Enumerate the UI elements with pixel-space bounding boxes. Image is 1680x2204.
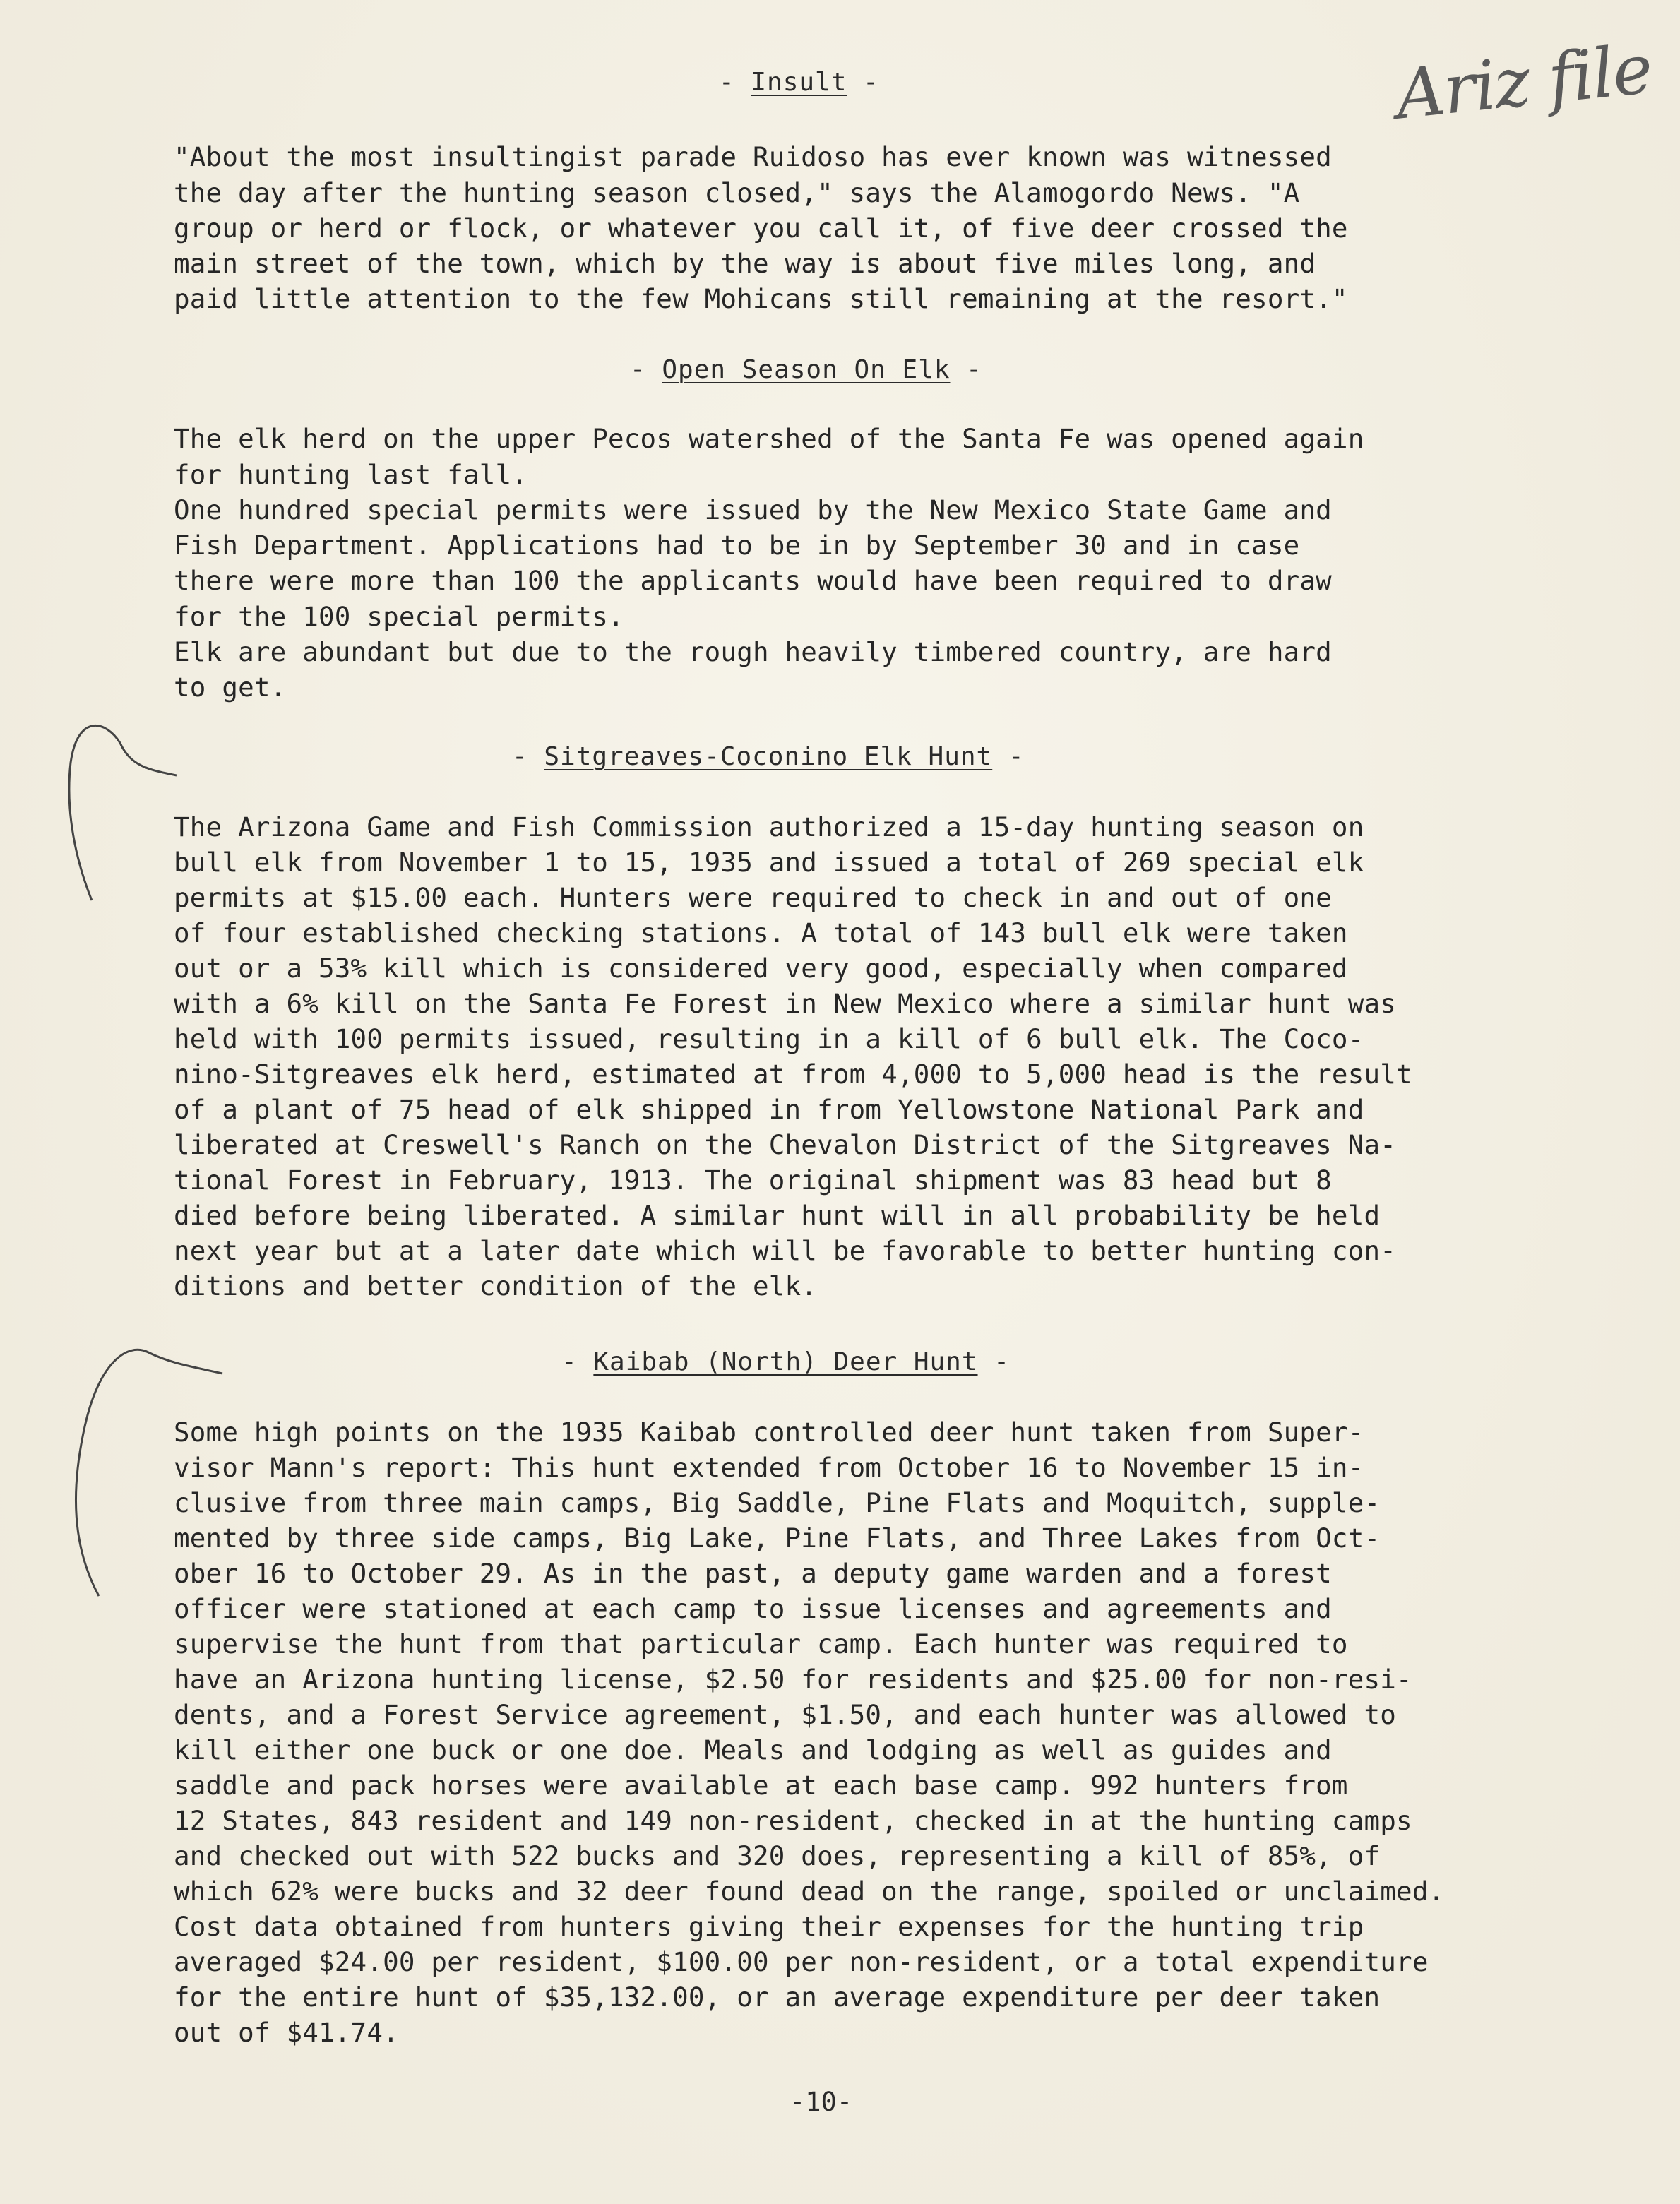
text-line: averaged $24.00 per resident, $100.00 per non-resident, or a total expenditure bbox=[174, 1946, 1429, 1977]
text-line: mented by three side camps, Big Lake, Pine Flats, and Three Lakes from Oct- bbox=[174, 1523, 1381, 1554]
text-line: The elk herd on the upper Pecos watershed of the Santa Fe was opened again bbox=[174, 423, 1364, 454]
page-number: -10- bbox=[790, 2087, 853, 2117]
text-line: dents, and a Forest Service agreement, $1.50, and each hunter was allowed to bbox=[174, 1699, 1397, 1730]
text-line: paid little attention to the few Mohicans still remaining at the resort." bbox=[174, 283, 1348, 314]
text-line: nino-Sitgreaves elk herd, estimated at from 4,000 to 5,000 head is the result bbox=[174, 1059, 1412, 1090]
text-line: there were more than 100 the applicants would have been required to draw bbox=[174, 565, 1332, 596]
text-line: next year but at a later date which will be favorable to better hunting con- bbox=[174, 1235, 1397, 1266]
heading-insult: - Insult - bbox=[719, 68, 879, 97]
heading-text: Open Season On Elk bbox=[662, 355, 951, 384]
text-line: saddle and pack horses were available at each base camp. 992 hunters from bbox=[174, 1770, 1348, 1801]
text-line: of a plant of 75 head of elk shipped in from Yellowstone National Park and bbox=[174, 1094, 1364, 1125]
handwritten-annotation: Ariz file bbox=[1392, 29, 1655, 135]
text-line: clusive from three main camps, Big Saddle, Pine Flats and Moquitch, supple- bbox=[174, 1487, 1381, 1518]
text-line: 12 States, 843 resident and 149 non-resident, checked in at the hunting camps bbox=[174, 1805, 1412, 1836]
heading-open-season-on-elk: - Open Season On Elk - bbox=[630, 355, 982, 384]
heading-sitgreaves-coconino-elk-hunt: - Sitgreaves-Coconino Elk Hunt - bbox=[512, 742, 1025, 771]
text-line: Fish Department. Applications had to be in by September 30 and in case bbox=[174, 530, 1300, 561]
text-line: held with 100 permits issued, resulting in a kill of 6 bull elk. The Coco- bbox=[174, 1023, 1364, 1054]
text-line: liberated at Creswell's Ranch on the Chevalon District of the Sitgreaves Na- bbox=[174, 1129, 1397, 1160]
text-line: The Arizona Game and Fish Commission authorized a 15-day hunting season on bbox=[174, 811, 1364, 842]
text-line: permits at $15.00 each. Hunters were required to check in and out of one bbox=[174, 882, 1332, 913]
text-line: out or a 53% kill which is considered very good, especially when compared bbox=[174, 953, 1348, 984]
text-line: Cost data obtained from hunters giving their expenses for the hunting trip bbox=[174, 1911, 1364, 1942]
text-line: kill either one buck or one doe. Meals and lodging as well as guides and bbox=[174, 1734, 1332, 1765]
heading-kaibab-north-deer-hunt: - Kaibab (North) Deer Hunt - bbox=[561, 1347, 1010, 1376]
text-line: supervise the hunt from that particular camp. Each hunter was required to bbox=[174, 1628, 1348, 1660]
text-line: for hunting last fall. bbox=[174, 459, 528, 490]
text-line: out of $41.74. bbox=[174, 2017, 399, 2048]
heading-text: Sitgreaves-Coconino Elk Hunt bbox=[544, 742, 993, 771]
bracket-mark-elk-hunt bbox=[69, 725, 177, 900]
text-line: Elk are abundant but due to the rough heavily timbered country, are hard bbox=[174, 636, 1332, 667]
text-line: for the 100 special permits. bbox=[174, 601, 624, 632]
text-line: visor Mann's report: This hunt extended from October 16 to November 15 in- bbox=[174, 1452, 1364, 1483]
text-line: main street of the town, which by the way is about five miles long, and bbox=[174, 248, 1316, 279]
text-line: tional Forest in February, 1913. The original shipment was 83 head but 8 bbox=[174, 1164, 1332, 1196]
text-line: bull elk from November 1 to 15, 1935 and issued a total of 269 special elk bbox=[174, 847, 1364, 878]
text-line: Some high points on the 1935 Kaibab controlled deer hunt taken from Super- bbox=[174, 1417, 1364, 1448]
text-line: which 62% were bucks and 32 deer found dead on the range, spoiled or unclaimed. bbox=[174, 1876, 1445, 1907]
heading-text: Kaibab (North) Deer Hunt bbox=[593, 1347, 978, 1376]
text-line: group or herd or flock, or whatever you call it, of five deer crossed the bbox=[174, 213, 1348, 244]
heading-text: Insult bbox=[751, 68, 847, 97]
text-line: One hundred special permits were issued by the New Mexico State Game and bbox=[174, 494, 1332, 525]
text-line: for the entire hunt of $35,132.00, or an average expenditure per deer taken bbox=[174, 1982, 1381, 2013]
text-line: have an Arizona hunting license, $2.50 for residents and $25.00 for non-resi- bbox=[174, 1664, 1412, 1695]
text-line: to get. bbox=[174, 672, 287, 703]
text-line: died before being liberated. A similar hunt will in all probability be held bbox=[174, 1200, 1381, 1231]
text-line: and checked out with 522 bucks and 320 does, representing a kill of 85%, of bbox=[174, 1840, 1381, 1871]
text-line: officer were stationed at each camp to issue licenses and agreements and bbox=[174, 1593, 1332, 1624]
text-line: ober 16 to October 29. As in the past, a deputy game warden and a forest bbox=[174, 1558, 1332, 1589]
text-line: of four established checking stations. A total of 143 bull elk were taken bbox=[174, 917, 1348, 948]
text-line: "About the most insultingist parade Ruidoso has ever known was witnessed bbox=[174, 141, 1332, 172]
text-line: the day after the hunting season closed," says the Alamogordo News. "A bbox=[174, 177, 1300, 208]
text-line: with a 6% kill on the Santa Fe Forest in New Mexico where a similar hunt was bbox=[174, 988, 1397, 1019]
text-line: ditions and better condition of the elk. bbox=[174, 1270, 818, 1301]
